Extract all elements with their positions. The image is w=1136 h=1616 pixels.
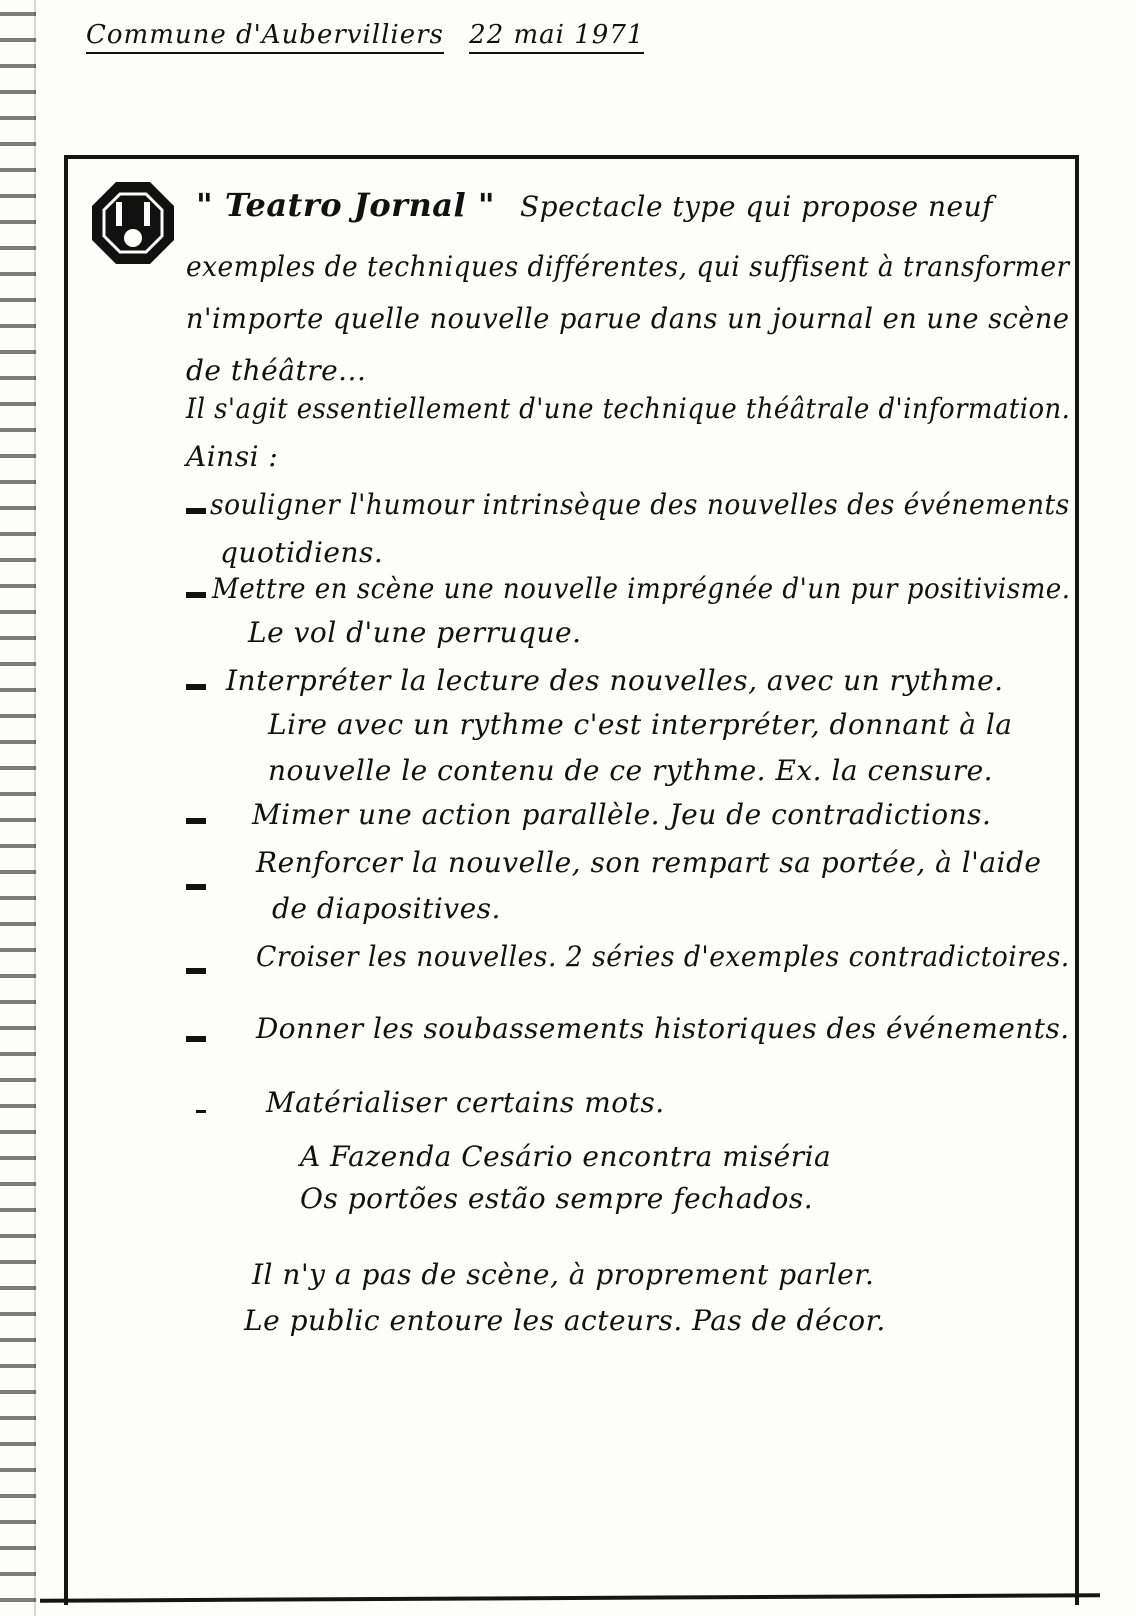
bullet-dash	[196, 1110, 206, 1113]
item-8-line-3: Os portões estão sempre fechados.	[300, 1182, 814, 1215]
bullet-dash	[186, 818, 206, 824]
bullet-dash	[186, 884, 206, 890]
intro-line-2: exemples de techniques différentes, qui suffisent à transformer	[186, 250, 1070, 283]
item-4-line-1: Mimer une action parallèle. Jeu de contradictions.	[252, 798, 992, 831]
item-5-line-2: de diapositives.	[272, 892, 501, 925]
bullet-dash	[186, 508, 206, 514]
intro-line-3: n'importe quelle nouvelle parue dans un journal en une scène	[186, 302, 1070, 335]
spiral-binding	[0, 0, 36, 1616]
statement: Il s'agit essentiellement d'une technique théâtrale d'information.	[186, 392, 1071, 425]
bullet-dash	[186, 684, 206, 690]
header-date: 22 mai 1971	[469, 20, 644, 54]
item-2-line-2: Le vol d'une perruque.	[248, 616, 582, 649]
ainsi-label: Ainsi :	[186, 440, 279, 473]
bullet-dash	[186, 592, 206, 598]
bullet-dash	[186, 968, 206, 974]
item-1-line-1: souligner l'humour intrinsèque des nouvelles des événements	[210, 488, 1070, 521]
closing-line-1: Il n'y a pas de scène, à proprement parler.	[252, 1258, 875, 1291]
intro-line-4: de théâtre...	[186, 354, 367, 387]
item-2-line-1: Mettre en scène une nouvelle imprégnée d'un pur positivisme.	[212, 572, 1071, 605]
item-7-line-1: Donner les soubassements historiques des événements.	[256, 1012, 1070, 1045]
bullet-dash	[186, 1036, 206, 1042]
octagon-logo-icon	[90, 180, 176, 266]
intro-line-1: Spectacle type qui propose neuf	[520, 190, 993, 223]
item-8-line-2: A Fazenda Cesário encontra misériа	[300, 1140, 832, 1173]
item-8-line-1: Matérialiser certains mots.	[266, 1086, 665, 1119]
title: " Teatro Jornal "	[196, 186, 495, 224]
item-1-line-2: quotidiens.	[220, 536, 384, 569]
closing-line-2: Le public entoure les acteurs. Pas de décor.	[244, 1304, 886, 1337]
page-header	[86, 20, 660, 54]
item-5-line-1: Renforcer la nouvelle, son rempart sa portée, à l'aide	[256, 846, 1042, 879]
item-3-line-3: nouvelle le contenu de ce rythme. Ex. la censure.	[268, 754, 994, 787]
header-place: Commune d'Aubervilliers	[86, 20, 444, 54]
item-6-line-1: Croiser les nouvelles. 2 séries d'exemples contradictoires.	[256, 940, 1070, 973]
item-3-line-2: Lire avec un rythme c'est interpréter, donnant à la	[268, 708, 1013, 741]
item-3-line-1: Interpréter la lecture des nouvelles, avec un rythme.	[226, 664, 1004, 697]
